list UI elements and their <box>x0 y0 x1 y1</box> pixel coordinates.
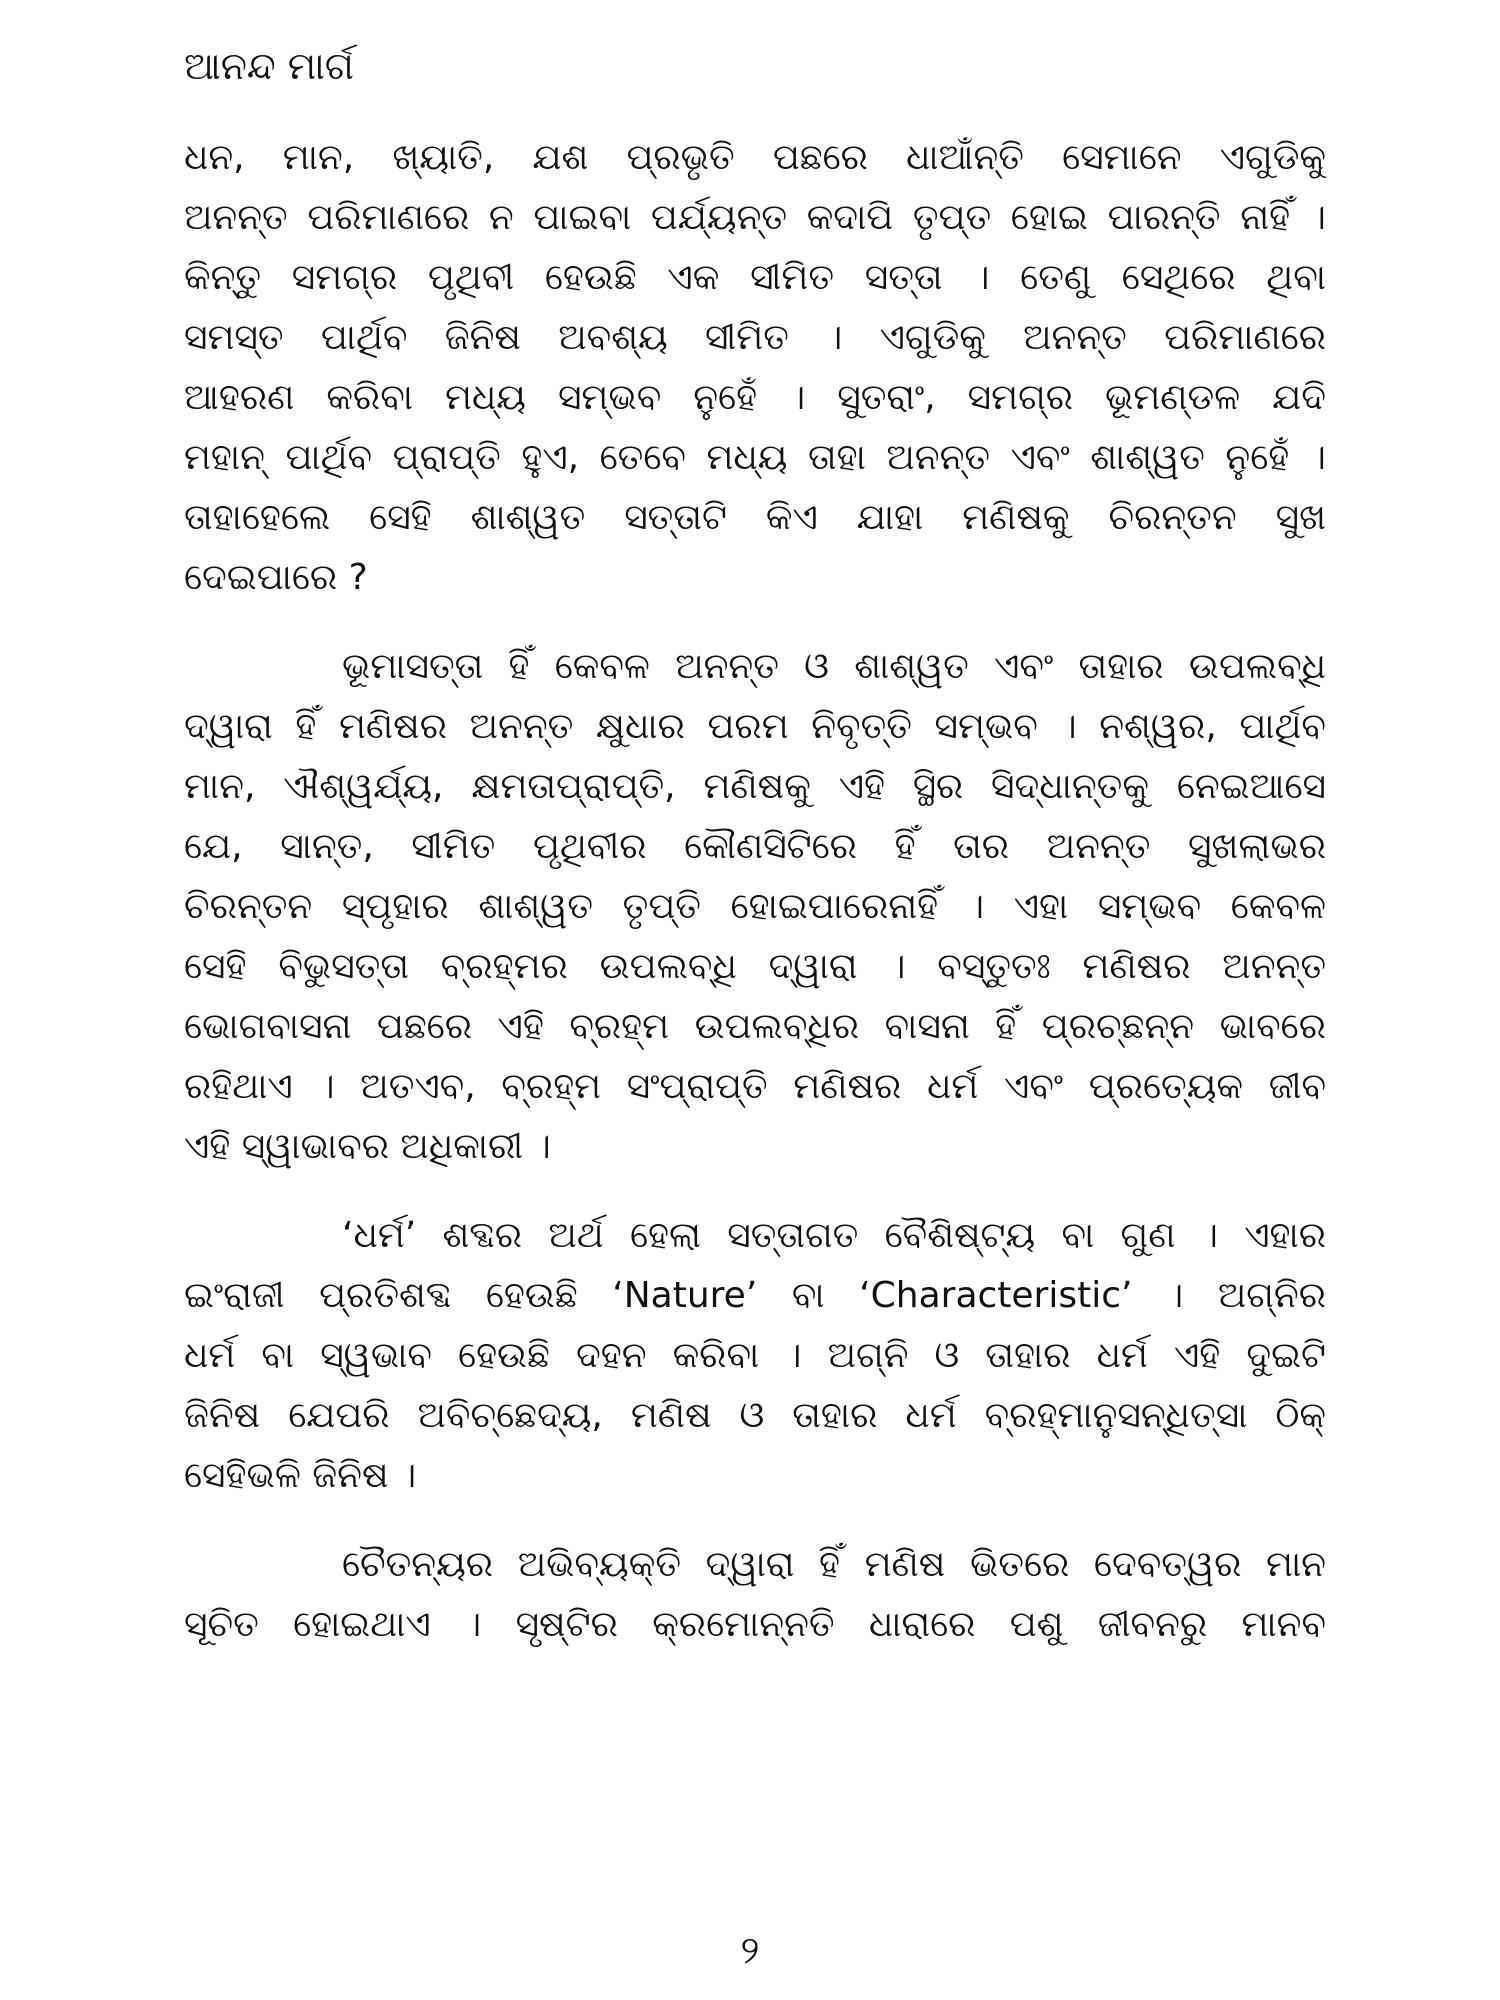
text-line: ସେହିଭଳି ଜିନିଷ । <box>184 1455 417 1496</box>
text-line: ମାନ, ଐଶ୍ୱର୍ଯ୍ୟ, କ୍ଷମତାପ୍ରାପ୍ତି, ମଣିଷକୁ ଏହି ସ୍ଥିର ସିଦ୍ଧାନ୍ତକୁ ନେଇଆସେ <box>184 766 1326 807</box>
text-line: ଭୋଗବାସନା ପଛରେ ଏହି ବ୍ରହ୍ମ ଉପଲବ୍ଧିର ବାସନା ହିଁ ପ୍ରଚ୍ଛନ୍ନ ଭାବରେ <box>184 1006 1326 1047</box>
body-text <box>184 128 1326 1684</box>
paragraph-1 <box>184 128 1326 608</box>
text-line: ଚୈତନ୍ୟର ଅଭିବ୍ୟକ୍ତି ଦ୍ୱାରା ହିଁ ମଣିଷ ଭିତରେ ଦେବତ୍ୱର ମାନ <box>342 1544 1326 1585</box>
text-line: ରହିଥାଏ । ଅତଏବ, ବ୍ରହ୍ମ ସଂପ୍ରାପ୍ତି ମଣିଷର ଧର୍ମ ଏବଂ ପ୍ରତ୍ୟେକ ଜୀବ <box>184 1066 1326 1107</box>
text-line: ଦେଇପାରେ ? <box>184 557 368 598</box>
text-line: ଧର୍ମ ବା ସ୍ୱଭାବ ହେଉଛି ଦହନ କରିବା । ଅଗ୍ନି ଓ ତାହାର ଧର୍ମ ଏହି ଦୁଇଟି <box>184 1335 1326 1376</box>
text-line: ତାହାହେଲେ ସେହି ଶାଶ୍ୱତ ସତ୍ତାଟି କିଏ ଯାହା ମଣିଷକୁ ଚିରନ୍ତନ ସୁଖ <box>184 497 1326 538</box>
text-line: ସୂଚିତ ହୋଇଥାଏ । ସୃଷ୍ଟିର କ୍ରମୋନ୍ନତି ଧାରାରେ ପଶୁ ଜୀବନରୁ ମାନବ <box>184 1604 1326 1645</box>
text-line: ଯେ, ସାନ୍ତ, ସୀମିତ ପୃଥିବୀର କୌଣସିଟିରେ ହିଁ ତାର ଅନନ୍ତ ସୁଖଲାଭର <box>184 826 1326 867</box>
text-line: ‘ଧର୍ମ’ ଶବ୍ଦର ଅର୍ଥ ହେଲା ସତ୍ତାଗତ ବୈଶିଷ୍ଟ୍ୟ ବା ଗୁଣ । ଏହାର <box>342 1215 1326 1256</box>
page-number: ୨ <box>740 1928 760 1972</box>
paragraph-2 <box>184 637 1326 1177</box>
text-line: ଏହି ସ୍ୱାଭାବର ଅଧିକାରୀ । <box>184 1126 551 1167</box>
text-line: ସେହି ବିଭୁସତ୍ତା ବ୍ରହ୍ମର ଉପଲବ୍ଧି ଦ୍ୱାରା । ବସ୍ତୁତଃ ମଣିଷର ଅନନ୍ତ <box>184 946 1326 987</box>
text-line: ଇଂରାଜୀ ପ୍ରତିଶବ୍ଦ ହେଉଛି ‘Nature’ ବା ‘Characteristic’ । ଅଗ୍ନିର <box>184 1275 1326 1316</box>
paragraph-4 <box>184 1535 1326 1655</box>
text-line: ମହାନ୍ ପାର୍ଥିବ ପ୍ରାପ୍ତି ହୁଏ, ତେବେ ମଧ୍ୟ ତାହା ଅନନ୍ତ ଏବଂ ଶାଶ୍ୱତ ନୁହେଁ । <box>184 437 1326 478</box>
text-line: ଜିନିଷ ଯେପରି ଅବିଚ୍ଛେଦ୍ୟ, ମଣିଷ ଓ ତାହାର ଧର୍ମ ବ୍ରହ୍ମାନୁସନ୍ଧିତ୍ସା ଠିକ୍ <box>184 1395 1326 1436</box>
running-head: ଆନନ୍ଦ ମାର୍ଗ <box>184 44 354 88</box>
text-line: ସମସ୍ତ ପାର୍ଥିବ ଜିନିଷ ଅବଶ୍ୟ ସୀମିତ । ଏଗୁଡିକୁ ଅନନ୍ତ ପରିମାଣରେ <box>184 317 1326 358</box>
text-line: ଅନନ୍ତ ପରିମାଣରେ ନ ପାଇବା ପର୍ଯ୍ୟନ୍ତ କଦାପି ତୃପ୍ତ ହୋଇ ପାରନ୍ତି ନାହିଁ । <box>184 197 1326 238</box>
paragraph-3 <box>184 1206 1326 1506</box>
text-line: ଭୂମାସତ୍ତା ହିଁ କେବଳ ଅନନ୍ତ ଓ ଶାଶ୍ୱତ ଏବଂ ତାହାର ଉପଲବ୍ଧି <box>342 646 1326 687</box>
text-line: ଧନ, ମାନ, ଖ୍ୟାତି, ଯଶ ପ୍ରଭୃତି ପଛରେ ଧାଆଁନ୍ତି ସେମାନେ ଏଗୁଡିକୁ <box>184 137 1326 178</box>
text-line: ଆହରଣ କରିବା ମଧ୍ୟ ସମ୍ଭବ ନୁହେଁ । ସୁତରାଂ, ସମଗ୍ର ଭୂମଣ୍ଡଳ ଯଦି <box>184 377 1326 418</box>
text-line: ଚିରନ୍ତନ ସ୍ପୃହାର ଶାଶ୍ୱତ ତୃପ୍ତି ହୋଇପାରେନାହିଁ । ଏହା ସମ୍ଭବ କେବଳ <box>184 886 1326 927</box>
text-line: କିନ୍ତୁ ସମଗ୍ର ପୃଥିବୀ ହେଉଛି ଏକ ସୀମିତ ସତ୍ତା । ତେଣୁ ସେଥିରେ ଥିବା <box>184 257 1326 298</box>
text-line: ଦ୍ୱାରା ହିଁ ମଣିଷର ଅନନ୍ତ କ୍ଷୁଧାର ପରମ ନିବୃତ୍ତି ସମ୍ଭବ । ନଶ୍ୱର, ପାର୍ଥିବ <box>184 706 1326 747</box>
